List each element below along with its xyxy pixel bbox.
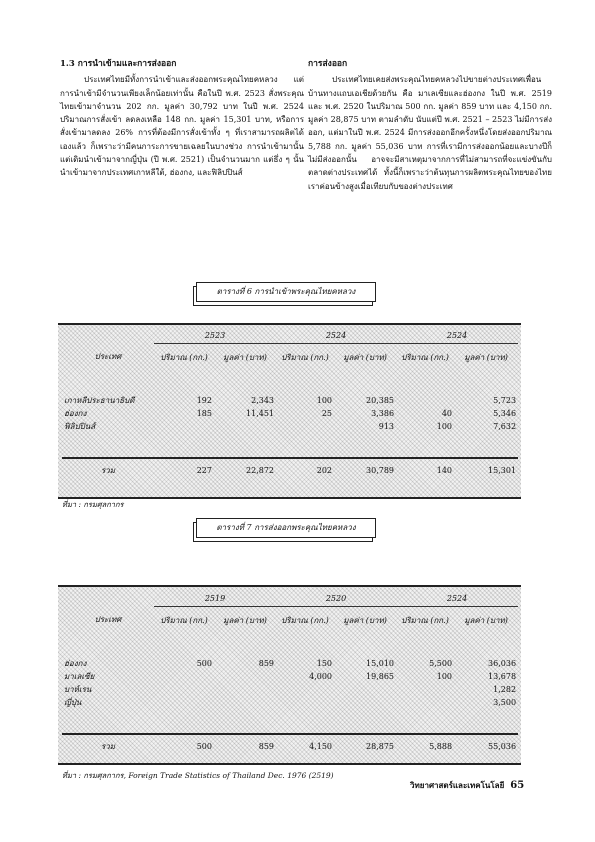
table-row [62,407,518,420]
table1-source: ที่มา : กรมศุลกากร [62,500,124,509]
table1-year: 2524 [396,327,518,344]
page-footer [410,779,524,792]
table2-cell: 36,036 [488,659,517,668]
table1-cell: 5,723 [493,396,517,405]
table2-cell [214,670,276,683]
table1-cell [154,420,214,433]
table-row [62,696,518,709]
table1-total-cell: 227 [154,458,214,481]
table2-header-country: ประเทศ [94,615,122,625]
table-row [62,670,518,683]
table1-cell: 100 [436,422,453,431]
table2-cell [154,670,214,683]
table1-total-cell: 30,789 [334,458,396,481]
table1-year: 2524 [276,327,396,344]
table2-year: 2524 [396,590,518,607]
table2-total-cell: 28,875 [334,734,396,757]
table1-cell: 192 [196,396,212,405]
table2-cell: 100 [436,672,453,681]
table1-cell: 5,346 [493,409,517,418]
table2-country: บาห์เรน [64,685,92,694]
table2-header-val: มูลค่า (บาท) [223,615,267,625]
table2-cell: 5,500 [429,659,453,668]
table2-cell: 150 [316,659,333,668]
table-row [62,657,518,670]
table2-cell [334,683,396,696]
table2-country: ญี่ปุ่น [64,698,82,707]
table2-cell: 15,010 [366,659,395,668]
table2-header-row [62,607,518,634]
table1-country: เกาหลีประธานาธิบดี [64,396,135,405]
table1-total-row [62,458,518,481]
table1-header-val: มูลค่า (บาท) [343,352,387,362]
export-section [308,58,552,193]
table2-cell: 19,865 [366,672,395,681]
table2-cell: 1,282 [493,685,517,694]
table2-total-cell: 55,036 [454,734,518,757]
table2-total-cell: 500 [154,734,214,757]
table1-cell: 913 [378,422,395,431]
table1-cell [276,420,334,433]
import-paragraph: ประเทศไทยมีทั้งการนำเข้าและส่งออกพระคุณไทยคหลวง แต่การนำเข้ามีจำนวนเพียงเล็กน้อยเท่านั้น คือในปี พ.ศ. 2523 สั่งพระคุณไทยเข้ามาจำนวน 202 กก. มูลค่า 30,792 บาท ในปี พ.ศ. 2524 ปริมาณการสั่งเข้า ลดลงเหลือ 148 กก. มูลค่า 15,301 บาท, หรือการสั่งเข้ามาลดลง 26% การที่ต้องมีการสั่งเข้าทั้ง ๆ ที่เราสามารถผลิตได้เองแล้ว ก็เพราะว่ามีคนการะการขายเฉลยในบางช่วง การนำเข้ามานั้นแต่เดิมนำเข้ามาจากญี่ปุ่น (ปี พ.ศ. 2521) เป็นจำนวนมาก แต่ธึ่ง ๆ นั้นนำเข้ามาจากประเทศเกาหลีใต้, ฮ่องกง, และฟิลิปปินส์ [60,75,304,178]
table2-total-cell: 5,888 [396,734,454,757]
table2-total-cell: 4,150 [276,734,334,757]
table1-country: ฟิลิปปินส์ [64,422,96,431]
table2-cell [154,683,214,696]
table2-cell [396,696,454,709]
table2-source: ที่มา : กรมศุลกากร, Foreign Trade Statistics of Thailand Dec. 1976 (2519) [62,771,334,780]
table2-cell [334,696,396,709]
table1-header-qty: ปริมาณ (กก.) [281,352,329,362]
table2-total-row [62,734,518,757]
table2-country: มาเลเซีย [64,672,95,681]
page-number: 65 [510,780,525,791]
table1-title: ตารางที่ 6 การนำเข้าพระคุณไทยคหลวง [196,282,376,302]
table1-cell: 185 [196,409,212,418]
table1-header-qty: ปริมาณ (กก.) [401,352,449,362]
table1-total-cell: 140 [396,458,454,481]
table1-cell: 2,343 [251,396,275,405]
table1-cell [396,394,454,407]
table2-cell [154,696,214,709]
table1-cell: 7,632 [493,422,517,431]
table2-cell [276,696,334,709]
table1-total-label: รวม [62,458,154,481]
table2-year-row [62,590,518,607]
table2-title: ตารางที่ 7 การส่งออกพระคุณไทยคหลวง [196,518,376,538]
table-row [62,420,518,433]
table1-year: 2523 [154,327,276,344]
table2-year: 2520 [276,590,396,607]
table1-header-row [62,344,518,371]
table1-cell: 11,451 [246,409,275,418]
table2-header-qty: ปริมาณ (กก.) [160,615,208,625]
table1-header-country: ประเทศ [94,352,122,362]
table1-country: ฮ่องกง [64,409,87,418]
table-row [62,683,518,696]
table1-cell: 100 [316,396,333,405]
table1-cell [214,420,276,433]
journal-name: วิทยาศาสตร์และเทคโนโลยี [410,780,505,790]
table1-total-cell: 202 [276,458,334,481]
table2-header-qty: ปริมาณ (กก.) [281,615,329,625]
table2-total-label: รวม [62,734,154,757]
table1-total-cell: 22,872 [214,458,276,481]
table2-cell: 13,678 [488,672,517,681]
export-table [62,590,518,757]
table-row [62,394,518,407]
table1-total-cell: 15,301 [454,458,518,481]
table2-cell: 859 [258,659,275,668]
table2-cell [214,683,276,696]
table1-cell: 3,386 [371,409,395,418]
table2-cell [396,683,454,696]
export-paragraph: ประเทศไทยเคยส่งพระคุณไทยคหลวงไปขายต่างประเทศเพื่อนบ้านทางแถบเอเชียด้วยกัน คือ มาเลเซียและฮ่องกง ในปี พ.ศ. 2519 และ พ.ศ. 2520 ในปริมาณ 500 กก. มูลค่า 859 บาท และ 4,150 กก. มูลค่า 28,875 บาท ตามลำดับ นับแต่ปี พ.ศ. 2521 – 2523 ไม่มีการส่งออก, แต่มาในปี พ.ศ. 2524 มีการส่งออกอีกครั้งหนึ่งโดยส่งออกปริมาณ 5,788 กก. มูลค่า 55,036 บาท การที่เรามีการส่งออกน้อยและบางปีก็ไม่มีส่งออกนั้น อาจจะมีสาเหตุมาจากการที่ไม่สามารถที่จะแข่งขันกับตลาดต่างประเทศได้ ทั้งนี้ก็เพราะว่าต้นทุนการผลิตพระคุณไทยของไทยเราค่อนข้างสูงเมื่อเทียบกับของต่างประเทศ [308,75,552,191]
table1-cell: 40 [441,409,453,418]
table2-header-val: มูลค่า (บาท) [464,615,508,625]
table1-year-row [62,327,518,344]
table2-total-cell: 859 [214,734,276,757]
table2-cell [214,696,276,709]
table1-cell: 20,385 [366,396,395,405]
table2-header-qty: ปริมาณ (กก.) [401,615,449,625]
import-heading: 1.3 การนำเข้ามและการส่งออก [60,59,177,69]
table2-cell: 4,000 [309,672,333,681]
import-table [62,327,518,481]
table1-cell: 25 [321,409,333,418]
import-section [60,58,304,180]
table1-header-val: มูลค่า (บาท) [223,352,267,362]
table2-cell: 500 [196,659,212,668]
table1-header-val: มูลค่า (บาท) [464,352,508,362]
table2-cell [276,683,334,696]
table2-year: 2519 [154,590,276,607]
table2-country: ฮ่องกง [64,659,87,668]
table2-cell: 3,500 [493,698,517,707]
table2-header-val: มูลค่า (บาท) [343,615,387,625]
export-heading: การส่งออก [308,59,348,69]
table1-header-qty: ปริมาณ (กก.) [160,352,208,362]
